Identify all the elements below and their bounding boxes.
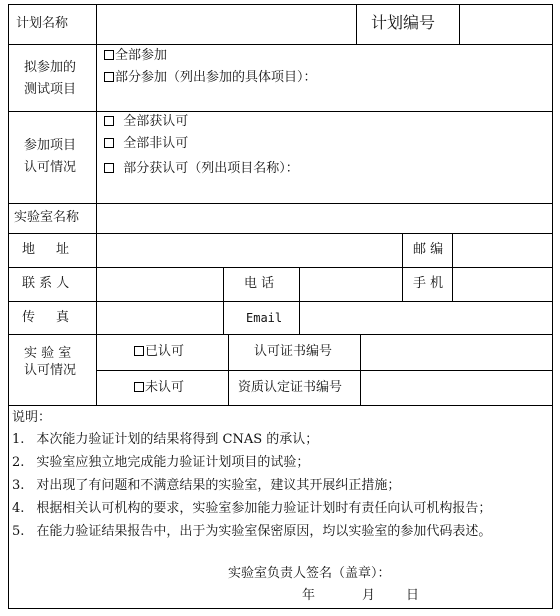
checkbox-icon[interactable] <box>134 346 144 356</box>
row-divider <box>8 44 553 45</box>
column-divider <box>360 334 361 405</box>
column-divider <box>452 233 453 301</box>
accreditation-label-line2: 认可情况 <box>24 160 77 175</box>
application-form <box>8 4 552 608</box>
accreditation-option-none[interactable] <box>104 136 188 152</box>
signature-label: 实验室负责人签名（盖章）： <box>228 566 391 581</box>
column-divider <box>459 4 460 44</box>
tests-label-line1: 拟参加的 <box>24 60 77 75</box>
note-item <box>12 524 491 540</box>
address-label: 地 址 <box>22 242 74 257</box>
note-number: 5. <box>12 524 25 539</box>
row-divider <box>8 233 553 234</box>
tests-option-all[interactable] <box>104 48 167 64</box>
row-divider <box>8 267 553 268</box>
date-month: 月 <box>362 588 376 603</box>
note-number: 3. <box>12 478 25 493</box>
column-divider <box>223 267 224 334</box>
note-number: 1. <box>12 432 25 447</box>
phone-label: 电 话 <box>244 276 275 291</box>
label-column-divider <box>96 4 97 406</box>
accredited-option-label: 已认可 <box>145 344 185 359</box>
column-divider <box>228 334 229 405</box>
checkbox-icon[interactable] <box>104 50 114 60</box>
accredited-option[interactable] <box>134 344 184 360</box>
row-divider <box>8 203 553 204</box>
date-day: 日 <box>406 588 420 603</box>
row-divider <box>96 370 553 371</box>
note-item <box>12 432 318 448</box>
note-number: 4. <box>12 501 25 516</box>
plan-name-label: 计划名称 <box>16 16 69 31</box>
accreditation-option-none-label: 全部非认可 <box>123 136 189 151</box>
row-divider <box>8 334 553 335</box>
note-text: 根据相关认可机构的要求，实验室参加能力验证计划时有责任向认可机构报告； <box>36 501 492 516</box>
fax-label: 传 真 <box>22 310 74 325</box>
table-border-right <box>552 4 553 609</box>
contact-label: 联 系 人 <box>22 276 70 291</box>
accreditation-option-partial-label: 部分获认可（列出项目名称）： <box>123 161 299 176</box>
accreditation-cert-label: 认可证书编号 <box>254 344 333 359</box>
accreditation-option-all[interactable] <box>104 114 188 130</box>
checkbox-icon[interactable] <box>104 116 114 126</box>
row-divider <box>8 405 553 406</box>
not-accredited-option[interactable] <box>134 380 184 396</box>
tests-label-line2: 测试项目 <box>24 82 77 97</box>
checkbox-icon[interactable] <box>134 382 144 392</box>
date-year: 年 <box>302 588 316 603</box>
mobile-label: 手 机 <box>413 276 444 291</box>
table-border-top <box>8 4 553 5</box>
checkbox-icon[interactable] <box>104 163 114 173</box>
lab-status-label-line2: 认可情况 <box>24 363 77 378</box>
note-item <box>12 478 400 494</box>
row-divider <box>8 111 553 112</box>
column-divider <box>299 267 300 334</box>
checkbox-icon[interactable] <box>104 72 114 82</box>
accreditation-option-all-label: 全部获认可 <box>123 114 189 129</box>
tests-option-partial[interactable] <box>104 70 317 86</box>
note-text: 实验室应独立地完成能力验证计划项目的试验； <box>36 455 310 470</box>
note-item <box>12 501 491 517</box>
accreditation-option-partial[interactable] <box>104 161 299 177</box>
qualification-cert-label: 资质认定证书编号 <box>238 380 343 395</box>
row-divider <box>8 301 553 302</box>
note-text: 在能力验证结果报告中，出于为实验室保密原因，均以实验室的参加代码表述。 <box>36 524 492 539</box>
column-divider <box>356 4 357 44</box>
email-label: Email <box>246 311 283 325</box>
accreditation-label-line1: 参加项目 <box>24 138 77 153</box>
not-accredited-option-label: 未认可 <box>145 380 185 395</box>
lab-status-label-line1: 实 验 室 <box>24 346 72 361</box>
postcode-label: 邮 编 <box>413 242 444 257</box>
column-divider <box>402 233 403 301</box>
note-item <box>12 455 309 471</box>
note-text: 本次能力验证计划的结果将得到 CNAS 的承认； <box>36 432 319 447</box>
lab-name-label: 实验室名称 <box>14 210 80 225</box>
tests-option-all-label: 全部参加 <box>115 48 168 63</box>
tests-option-partial-label: 部分参加（列出参加的具体项目）： <box>115 70 317 85</box>
notes-title: 说明： <box>12 410 52 425</box>
note-text: 对出现了有问题和不满意结果的实验室，建议其开展纠正措施； <box>36 478 401 493</box>
note-number: 2. <box>12 455 25 470</box>
table-border-bottom <box>8 608 553 609</box>
plan-number-label: 计划编号 <box>371 13 436 32</box>
checkbox-icon[interactable] <box>104 138 114 148</box>
table-border-left <box>8 4 9 609</box>
